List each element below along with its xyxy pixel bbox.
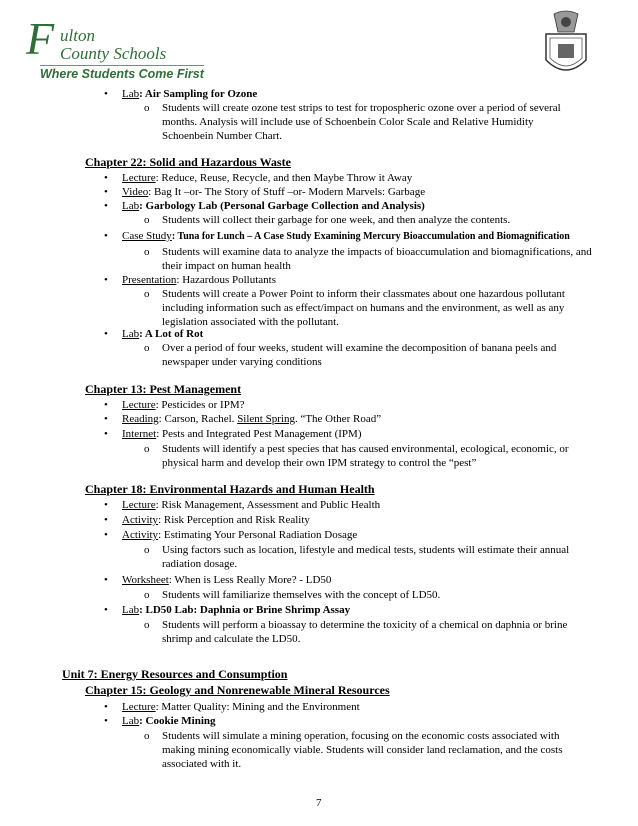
sub-bullet-icon: o (144, 730, 150, 742)
sub-bullet-icon: o (144, 246, 150, 258)
bullet-icon: • (104, 172, 108, 184)
item-title: : Tuna for Lunch – A Case Study Examining Mercury Bioaccumulation and Biomagnification (171, 231, 570, 242)
item-text: : Pesticides or IPM? (155, 399, 245, 411)
item-label: Case Study (122, 230, 172, 242)
list-item (122, 573, 331, 587)
bullet-icon: • (104, 701, 108, 713)
bullet-icon: • (104, 328, 108, 340)
item-text: : Matter Quality: Mining and the Environment (155, 701, 360, 713)
school-seal-icon (540, 10, 592, 82)
list-item (122, 498, 380, 512)
bullet-icon: • (104, 399, 108, 411)
bullet-icon: • (104, 715, 108, 727)
list-subitem: Students will familiarize themselves with the concept of LD50. (162, 589, 441, 601)
item-label: Lab (122, 328, 140, 340)
list-item (122, 412, 381, 426)
item-label: Lab (122, 200, 140, 212)
list-item (122, 528, 357, 542)
item-text: : Reduce, Reuse, Recycle, and then Maybe Throw it Away (155, 172, 413, 184)
item-label: Lecture (122, 701, 156, 713)
bullet-icon: • (104, 604, 108, 616)
list-subitem: Students will simulate a mining operation, focusing on the economic costs associated with making mining economically viable. Students will consider land reclamation, and the costs associated with it. (162, 730, 563, 770)
item-label: Reading (122, 413, 159, 425)
logo-text-line2: County Schools (60, 44, 167, 63)
list-item (122, 327, 203, 341)
item-label: Lecture (122, 399, 156, 411)
item-title: : LD50 Lab: Daphnia or Brine Shrimp Assay (139, 604, 351, 616)
chapter-heading: Chapter 13: Pest Management (85, 382, 242, 396)
page-number: 7 (316, 797, 322, 809)
chapter-heading: Chapter 18: Environmental Hazards and Human Health (85, 482, 375, 496)
item-label: Lecture (122, 499, 156, 511)
list-item (122, 185, 425, 199)
list-item (122, 171, 412, 185)
bullet-icon: • (104, 274, 108, 286)
item-label: Activity (122, 529, 159, 541)
bullet-icon: • (104, 529, 108, 541)
list-subitem: Using factors such as location, lifestyle and medical tests, students will estimate their annual radiation dosage. (162, 544, 570, 570)
list-item (122, 700, 360, 714)
item-label: Video (122, 186, 149, 198)
list-item (122, 427, 362, 441)
bullet-icon: • (104, 514, 108, 526)
logo-text-line1: ulton (60, 26, 95, 45)
item-text: : Risk Management, Assessment and Public Health (155, 499, 381, 511)
item-title: : Air Sampling for Ozone (139, 88, 258, 100)
bullet-icon: • (104, 200, 108, 212)
unit-heading: Unit 7: Energy Resources and Consumption (62, 667, 288, 681)
list-subitem: Over a period of four weeks, student will examine the decomposition of banana peels and newspaper under varying conditions (162, 342, 557, 368)
item-title: : A Lot of Rot (139, 328, 204, 340)
logo-tagline: Where Students Come First (40, 67, 204, 81)
item-text: : Bag It –or- The Story of Stuff –or- Modern Marvels: Garbage (148, 186, 426, 198)
item-text: : When is Less Really More? - LD50 (168, 574, 332, 586)
sub-bullet-icon: o (144, 589, 150, 601)
item-label: Lab (122, 715, 140, 727)
sub-bullet-icon: o (144, 288, 150, 300)
list-item (122, 229, 570, 244)
sub-bullet-icon: o (144, 619, 150, 631)
logo-f-letter: F (26, 13, 55, 64)
item-label: Lab (122, 604, 140, 616)
item-label: Internet (122, 428, 157, 440)
item-label: Activity (122, 514, 159, 526)
book-title: Silent Spring (237, 413, 295, 425)
list-subitem: Students will identify a pest species that has caused environmental, ecological, economic, or physical harm and develop their own IPM strategy to control the “pest” (162, 443, 569, 469)
item-title: : Garbology Lab (Personal Garbage Collection and Analysis) (139, 200, 425, 212)
list-subitem: Students will perform a bioassay to determine the toxicity of a chemical on daphnia or brine shrimp and calculate the LD50. (162, 619, 568, 645)
list-item (122, 273, 276, 287)
list-item (122, 398, 245, 412)
sub-bullet-icon: o (144, 342, 150, 354)
bullet-icon: • (104, 230, 108, 242)
list-item (122, 513, 310, 527)
item-label: Worksheet (122, 574, 169, 586)
bullet-icon: • (104, 428, 108, 440)
fulton-county-schools-logo (26, 13, 236, 84)
chapter-heading: Chapter 22: Solid and Hazardous Waste (85, 155, 291, 169)
sub-bullet-icon: o (144, 544, 150, 556)
item-text: : Risk Perception and Risk Reality (158, 514, 310, 526)
item-label: Lab (122, 88, 140, 100)
bullet-icon: • (104, 88, 108, 100)
list-subitem: Students will collect their garbage for one week, and then analyze the contents. (162, 214, 511, 226)
list-item (122, 714, 216, 728)
item-text: . “The Other Road” (294, 413, 382, 425)
sub-bullet-icon: o (144, 214, 150, 226)
bullet-icon: • (104, 413, 108, 425)
item-text: : Estimating Your Personal Radiation Dosage (158, 529, 358, 541)
item-title: : Cookie Mining (139, 715, 216, 727)
list-item (122, 603, 350, 617)
list-subitem: Students will create ozone test strips to test for tropospheric ozone over a period of several months. Analysis will include use of Schoenbein Color Scale and Relative Humidity Schoenbein Number Chart. (162, 102, 561, 142)
list-item (122, 199, 425, 213)
item-text: : Pests and Integrated Pest Management (IPM) (156, 428, 362, 440)
list-subitem: Students will create a Power Point to inform their classmates about one hazardous pollutant including information such as effect/impact on humans and the environment, as well as any legislation associated with the pollutant. (162, 288, 565, 328)
bullet-icon: • (104, 499, 108, 511)
bullet-icon: • (104, 186, 108, 198)
item-label: Lecture (122, 172, 156, 184)
item-text: : Carson, Rachel. (158, 413, 238, 425)
item-label: Presentation (122, 274, 177, 286)
chapter-heading: Chapter 15: Geology and Nonrenewable Mineral Resources (85, 683, 390, 697)
list-item (122, 87, 257, 101)
sub-bullet-icon: o (144, 443, 150, 455)
sub-bullet-icon: o (144, 102, 150, 114)
bullet-icon: • (104, 574, 108, 586)
list-subitem: Students will examine data to analyze the impacts of bioaccumulation and biomagnifications, and their impact on human health (162, 246, 592, 272)
item-text: : Hazardous Pollutants (176, 274, 276, 286)
